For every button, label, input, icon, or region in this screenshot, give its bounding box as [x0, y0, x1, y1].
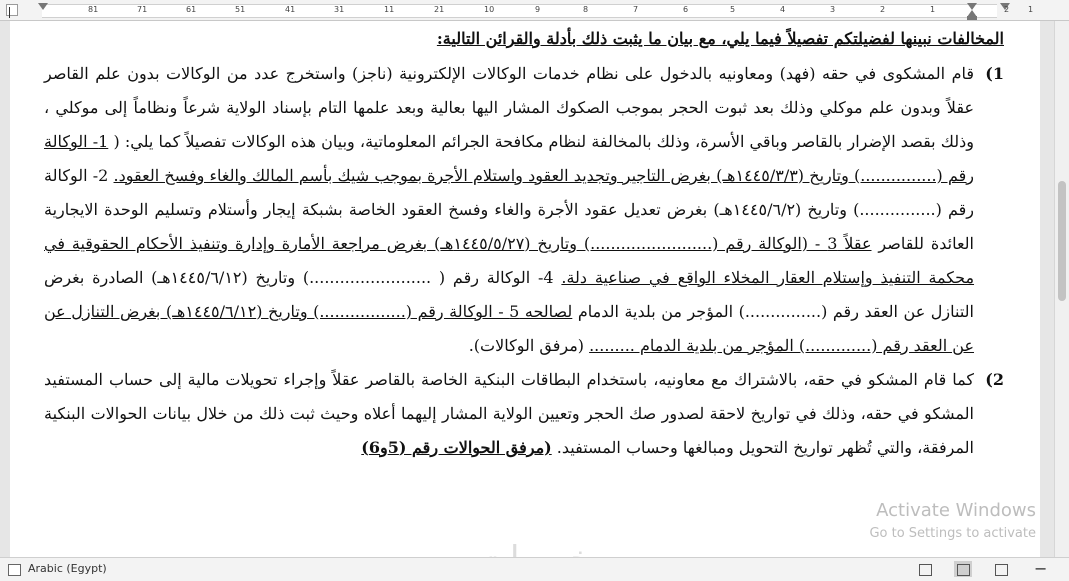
right-indent-box-icon[interactable]	[967, 16, 977, 20]
first-line-indent-marker-icon[interactable]	[967, 3, 977, 10]
ruler-number: 7	[633, 5, 639, 14]
print-layout-button[interactable]	[954, 561, 972, 577]
ruler-number: 21	[434, 5, 445, 14]
web-icon	[995, 564, 1008, 576]
agency-2-text: 2- الوكالة رقم (...............) وتاريخ (١٤٤٥/٦/٢هـ) بغرض تعديل عقود الأجرة والغاء وفسخ العقود الخاصة بشبكة إيجار وأستلام وتسليم الوحدة الايجارية العائدة للقاصر	[44, 166, 975, 253]
document-body[interactable]	[44, 27, 1004, 465]
ruler-number: 61	[186, 5, 197, 14]
transfers-attachment: (مرفق الحوالات رقم (5و6)	[361, 438, 552, 457]
ruler-number: 1	[930, 5, 936, 14]
item-1-intro: قام المشكوى في حقه (فهد) ومعاونيه بالدخول على نظام خدمات الوكالات الإلكترونية (ناجز) واستخرج عدد من الوكالات بدون علم القاصر عقلاً وبدون علم موكلي وذلك بعد ثبوت الحجر بموجب الصكوك المشار اليها بعالية وبعد علمها التام بإسناد الولاية شرعاً ونظاماً إلى موكلي ، وذلك بقصد الإضرار بالقاصر وباقي الأسرة، وذلك بالمخالفة لنظام مكافحة الجرائم المعلوماتية، وبيان هذه الوكالات تفصيلاً كما يلي: (	[44, 64, 974, 151]
status-bar	[0, 557, 1069, 581]
ruler-number: 6	[683, 5, 689, 14]
list-item-1	[44, 57, 1004, 363]
ruler-number: 10	[484, 5, 495, 14]
ruler-number: 8	[583, 5, 589, 14]
ruler-number: 71	[137, 5, 148, 14]
item-number: 1)	[985, 64, 1004, 83]
agency-4-text: 4- الوكالة رقم ( ........................) وتاريخ (١٤٤٥/٦/١٢هـ) الصادرة بغرض التنازل عن العقد رقم (...............) المؤجر من بلدية الدمام	[44, 268, 974, 321]
ruler-number: 3	[830, 5, 836, 14]
ruler-number: 41	[285, 5, 296, 14]
ruler-number: 81	[88, 5, 99, 14]
ruler-number: 1	[1028, 5, 1034, 14]
activate-windows-title: Activate Windows	[876, 500, 1036, 521]
ruler-number: 4	[780, 5, 786, 14]
agency-1-underlined: 1- الوكالة رقم (...............) وتاريخ (١٤٤٥/٣/٣هـ) بغرض التاجير وتجديد العقود واستلام الأجرة بموجب شيك بأسم المالك والغاء وفسخ العقود.	[44, 132, 974, 185]
ruler-number: 51	[235, 5, 246, 14]
document-heading: المخالفات نبينها لفضيلتكم تفصيلاً فيما يلي، مع بيان ما يثبت ذلك بأدلة والقرائن التالية:	[436, 29, 1004, 48]
web-layout-button[interactable]	[992, 561, 1010, 577]
ruler-number: 2	[880, 5, 886, 14]
scrollbar-thumb[interactable]	[1058, 181, 1066, 301]
left-indent-marker-icon[interactable]	[38, 3, 48, 10]
vertical-scrollbar[interactable]	[1054, 21, 1069, 557]
item-2-text: كما قام المشكو في حقه، بالاشتراك مع معاونيه، باستخدام البطاقات البنكية الخاصة بالقاصر عقلاً وإجراء تحويلات مالية إلى حساب المستفيد المشكو في حقه، وذلك في تواريخ لاحقة لصدور صك الحجر وتعيين الولاية المشار إليهما أعلاه وحيث ثبت ذلك من خلال بيانات الحوالات البنكية المرفقة، والتي تُظهر تواريخ التحويل ومبالغها وحساب المستفيد.	[44, 370, 974, 457]
tab-selector-icon[interactable]	[6, 4, 18, 16]
ruler-number: 2	[1004, 5, 1010, 14]
book-icon	[919, 564, 932, 576]
read-mode-button[interactable]	[916, 561, 934, 577]
ruler-number: 31	[334, 5, 345, 14]
ruler-number: 9	[535, 5, 541, 14]
horizontal-ruler[interactable]	[0, 0, 1069, 21]
activate-windows-subtitle: Go to Settings to activate	[869, 526, 1036, 541]
list-item-2	[44, 363, 1004, 465]
ruler-number: 11	[384, 5, 395, 14]
zoom-out-button[interactable]: −	[1034, 559, 1048, 578]
page-icon	[957, 564, 970, 576]
item-number: 2)	[985, 370, 1004, 389]
agency-3-underlined: عقلاً 3 - (الوكالة رقم (........................) وتاريخ (١٤٤٥/٥/٢٧هـ) بغرض مراجعة الأمارة وإدارة وتنفيذ الأحكام الحقوقية في محكمة التنفيذ وإستلام العقار المخلاء الواقع في صناعية دلة.	[44, 234, 975, 287]
ruler-number: 5	[730, 5, 736, 14]
language-indicator[interactable]: Arabic (Egypt)	[28, 562, 107, 575]
proofing-language-icon[interactable]	[8, 564, 21, 576]
document-page[interactable]	[10, 21, 1040, 557]
agency-5-underlined: لصالحه 5 - الوكالة رقم (.................) وتاريخ (١٤٤٥/٦/١٢هـ) بغرض التنازل عن عن العقد رقم (.............) المؤجر من بلدية الدمام .........	[44, 302, 974, 355]
agencies-attachment: (مرفق الوكالات).	[468, 336, 590, 355]
